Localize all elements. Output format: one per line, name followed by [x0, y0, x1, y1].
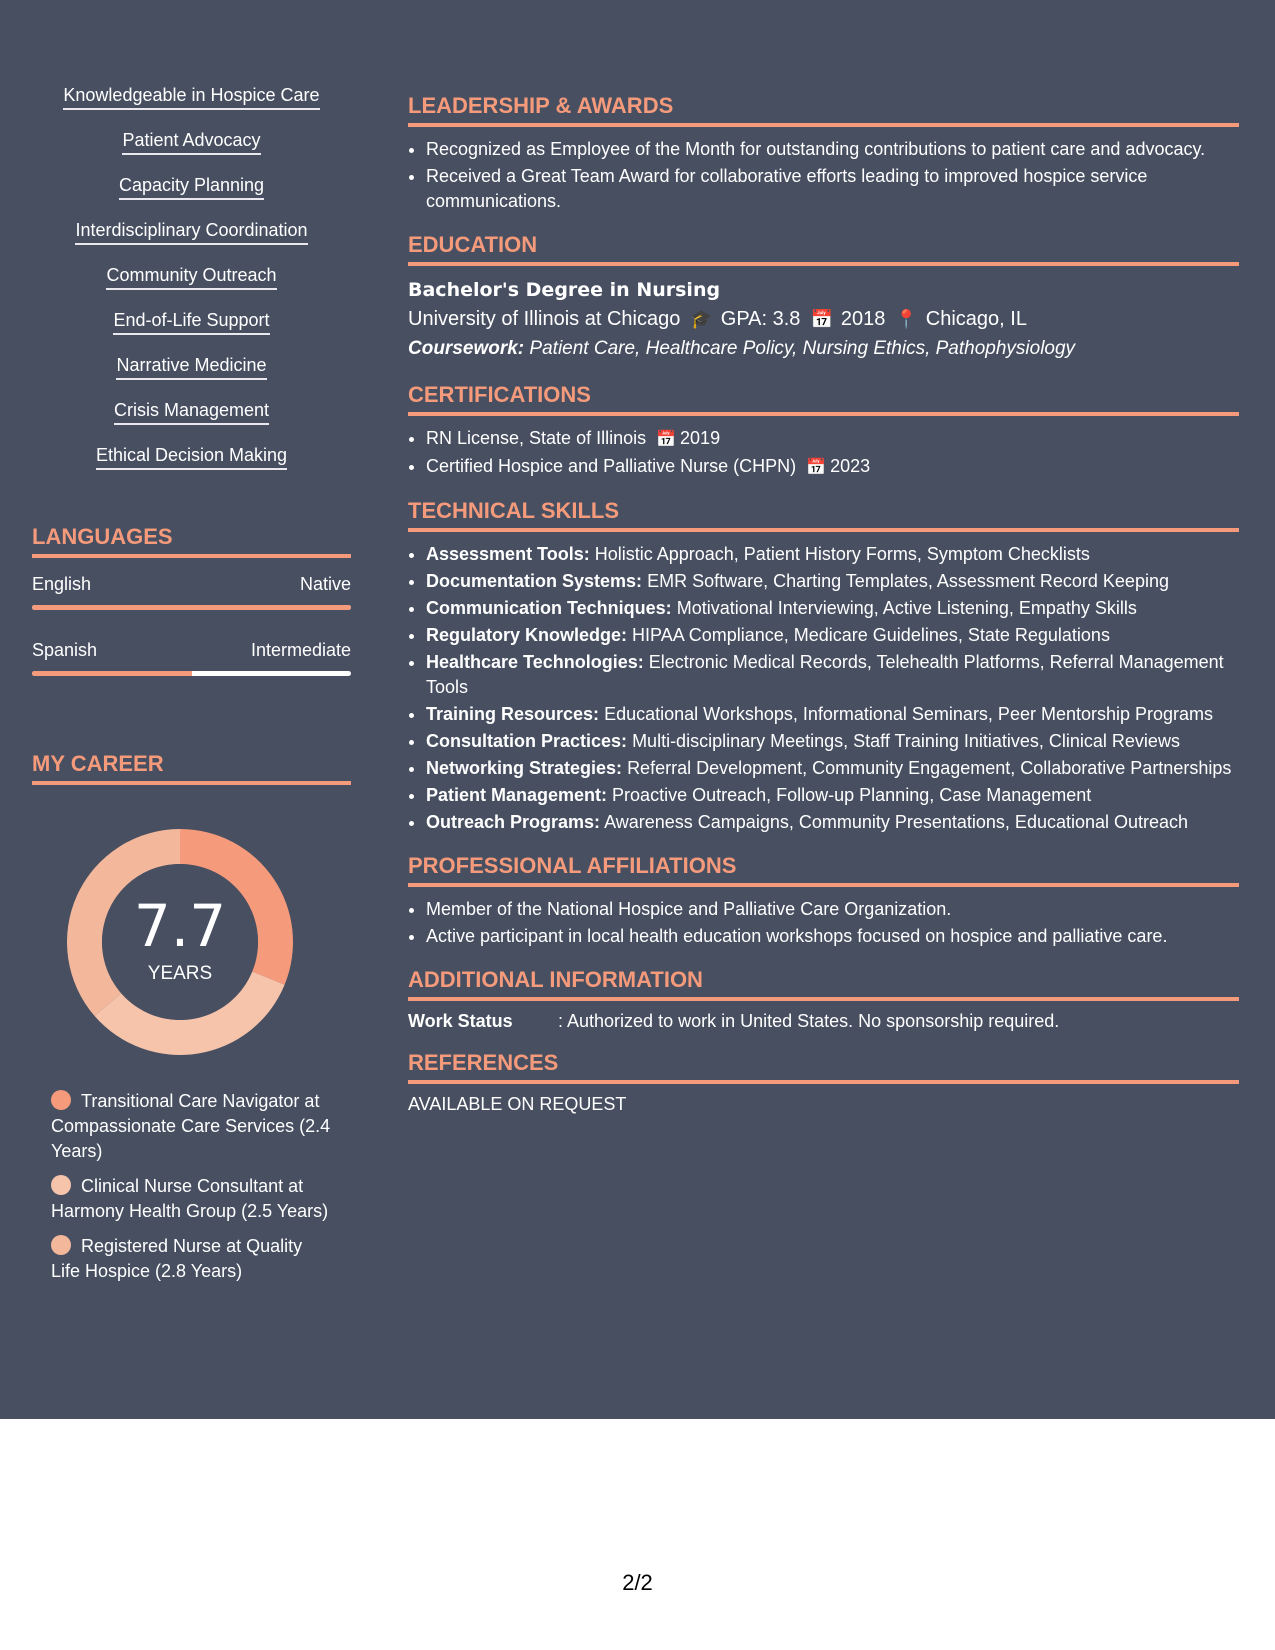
skill-tag: Crisis Management [114, 399, 269, 425]
degree: Bachelor's Degree in Nursing [408, 279, 721, 301]
skill-details: Awareness Campaigns, Community Presentations, Educational Outreach [604, 812, 1189, 832]
language-bar [32, 605, 351, 610]
legend-label: Transitional Care Navigator at Compassionate Care Services (2.4 Years) [51, 1091, 331, 1161]
affiliations-heading: PROFESSIONAL AFFILIATIONS [408, 853, 1239, 887]
certifications-section [408, 382, 1239, 480]
skill-tag: End-of-Life Support [113, 309, 269, 335]
skill-category: Assessment Tools: [426, 544, 590, 564]
additional-info-heading: ADDITIONAL INFORMATION [408, 967, 1239, 1001]
skill-tag: Patient Advocacy [122, 129, 260, 155]
skill-details: Multi-disciplinary Meetings, Staff Training Initiatives, Clinical Reviews [632, 731, 1180, 751]
graduation-cap-icon: 🎓 [690, 309, 713, 329]
technical-skill-item [426, 623, 1239, 648]
skill-details: Holistic Approach, Patient History Forms, Symptom Checklists [594, 544, 1090, 564]
calendar-icon: 📅 [806, 459, 827, 476]
work-status-label: Work Status [408, 1011, 513, 1031]
legend-label: Registered Nurse at Quality Life Hospice (2.8 Years) [51, 1236, 303, 1281]
leadership-heading: LEADERSHIP & AWARDS [408, 93, 1239, 127]
technical-skill-item [426, 810, 1239, 835]
language-row [32, 640, 351, 661]
technical-skill-item [426, 596, 1239, 621]
skill-details: HIPAA Compliance, Medicare Guidelines, State Regulations [632, 625, 1110, 645]
skill-details: Motivational Interviewing, Active Listening, Empathy Skills [676, 598, 1137, 618]
skill-category: Consultation Practices: [426, 731, 628, 751]
leadership-item: • Recognized as Employee of the Month for outstanding contributions to patient care and advocacy. [426, 137, 1239, 162]
career-total: 7.7 [133, 892, 227, 960]
calendar-icon: 📅 [810, 309, 833, 329]
career-legend [51, 1089, 331, 1284]
leadership-item: • Received a Great Team Award for collaborative efforts leading to improved hospice service communications. [426, 164, 1239, 214]
career-section [32, 751, 351, 1284]
language-name: English [32, 574, 92, 594]
certification-name: Certified Hospice and Palliative Nurse (CHPN) [426, 456, 797, 476]
references-text: AVAILABLE ON REQUEST [408, 1094, 627, 1114]
language-row [32, 574, 351, 595]
language-name: Spanish [32, 640, 98, 660]
certification-item [426, 426, 1239, 452]
legend-dot [51, 1175, 71, 1195]
certifications-heading: CERTIFICATIONS [408, 382, 1239, 416]
education-section [408, 232, 1239, 364]
certification-name: RN License, State of Illinois [426, 428, 647, 448]
technical-skill-item [426, 756, 1239, 781]
technical-skills-heading: TECHNICAL SKILLS [408, 498, 1239, 532]
coursework-label: Coursework: [408, 338, 525, 359]
left-column [32, 84, 351, 1294]
skill-tag: Interdisciplinary Coordination [75, 219, 307, 245]
technical-skills-section [408, 498, 1239, 835]
legend-label: Clinical Nurse Consultant at Harmony Health Group (2.5 Years) [51, 1176, 329, 1221]
skill-details: EMR Software, Charting Templates, Assessment Record Keeping [647, 571, 1169, 591]
school-name: University of Illinois at Chicago [408, 308, 681, 330]
language-bar-fill [32, 671, 192, 676]
technical-skill-item [426, 650, 1239, 700]
skill-category: Healthcare Technologies: [426, 652, 644, 672]
career-unit: YEARS [147, 963, 213, 984]
page-number: 2/2 [622, 1570, 653, 1595]
affiliation-item: • Active participant in local health education workshops focused on hospice and palliative care. [426, 924, 1239, 949]
technical-skill-item [426, 569, 1239, 594]
gpa: GPA: 3.8 [720, 308, 801, 330]
references-section [408, 1050, 1239, 1115]
work-status-value: : Authorized to work in United States. No sponsorship required. [558, 1011, 1060, 1031]
skill-tag: Community Outreach [106, 264, 276, 290]
location-pin-icon: 📍 [895, 309, 918, 329]
coursework-list: Patient Care, Healthcare Policy, Nursing Ethics, Pathophysiology [529, 338, 1076, 359]
languages-heading: LANGUAGES [32, 524, 351, 558]
work-status-row [408, 1011, 1239, 1032]
language-bar [32, 671, 351, 676]
legend-item [51, 1089, 331, 1164]
skill-details: Proactive Outreach, Follow-up Planning, Case Management [612, 785, 1092, 805]
right-column [408, 93, 1239, 1133]
career-heading: MY CAREER [32, 751, 351, 785]
language-bar-fill [32, 605, 351, 610]
certification-year: 2023 [830, 456, 871, 476]
skill-details: Referral Development, Community Engagement, Collaborative Partnerships [627, 758, 1232, 778]
legend-dot [51, 1235, 71, 1255]
certification-year: 2019 [680, 428, 721, 448]
technical-skill-item [426, 729, 1239, 754]
skill-tag: Narrative Medicine [116, 354, 266, 380]
skill-tag: Knowledgeable in Hospice Care [63, 84, 319, 110]
calendar-icon: 📅 [656, 431, 677, 448]
skill-category: Regulatory Knowledge: [426, 625, 628, 645]
coursework [408, 334, 1239, 364]
language-level: Native [299, 574, 351, 594]
language-level: Intermediate [250, 640, 351, 660]
education-details [408, 304, 1239, 334]
skill-details: Educational Workshops, Informational Seminars, Peer Mentorship Programs [604, 704, 1214, 724]
affiliation-item: • Member of the National Hospice and Palliative Care Organization. [426, 897, 1239, 922]
skill-tag: Ethical Decision Making [96, 444, 287, 470]
skill-category: Training Resources: [426, 704, 600, 724]
skill-category: Patient Management: [426, 785, 608, 805]
skill-category: Networking Strategies: [426, 758, 623, 778]
skill-category: Documentation Systems: [426, 571, 643, 591]
leadership-section [408, 93, 1239, 214]
skill-category: Communication Techniques: [426, 598, 672, 618]
technical-skill-item [426, 783, 1239, 808]
languages-section [32, 524, 351, 676]
technical-skill-item [426, 702, 1239, 727]
legend-dot [51, 1090, 71, 1110]
legend-item [51, 1174, 331, 1224]
references-heading: REFERENCES [408, 1050, 1239, 1084]
certification-item [426, 454, 1239, 480]
skill-details: Electronic Medical Records, Telehealth Platforms, Referral Management Tools [426, 652, 1224, 697]
skill-tag: Capacity Planning [119, 174, 264, 200]
education-location: Chicago, IL [925, 308, 1027, 330]
legend-item [51, 1234, 331, 1284]
graduation-year: 2018 [840, 308, 886, 330]
career-donut-chart [67, 829, 293, 1055]
skills-list [32, 84, 351, 489]
skill-category: Outreach Programs: [426, 812, 601, 832]
affiliations-section [408, 853, 1239, 949]
technical-skill-item [426, 542, 1239, 567]
additional-info-section [408, 967, 1239, 1032]
education-heading: EDUCATION [408, 232, 1239, 266]
